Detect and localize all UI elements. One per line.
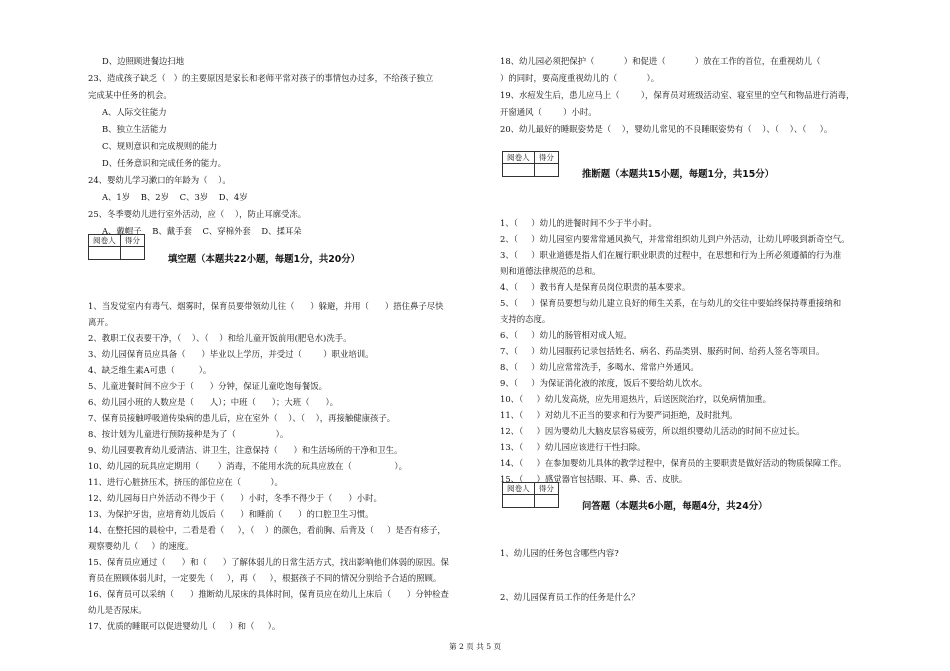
- grader-label: 阅卷人: [89, 235, 121, 247]
- score-label: 得分: [534, 152, 558, 164]
- score-cell[interactable]: [120, 247, 144, 260]
- text-line: 育员在照顾体弱儿时，一定要先（ ），再（ ），根据孩子不同的情况分别给予合适的照顾。: [88, 573, 442, 583]
- text-line: 16、保育员可以采纳（ ）推断幼儿尿床的具体时间，保育员应在幼儿上床后（ ）分钟检查: [88, 589, 449, 599]
- text-line: 8、（ ）幼儿应常常洗手，多喝水、常常户外通风。: [500, 362, 699, 372]
- text-line: 4、（ ）教书育人是保育员岗位职责的基本要求。: [500, 282, 691, 292]
- text-line: 10、幼儿园的玩具应定期用（ ）消毒，不能用水洗的玩具应放在（ ）。: [88, 461, 407, 471]
- text-line: 24、婴幼儿学习漱口的年龄为（ ）。: [88, 175, 231, 185]
- text-line: 6、（ ）幼儿的肠管相对成人短。: [500, 330, 632, 340]
- score-box: [88, 234, 145, 260]
- text-line: 1、（ ）幼儿的进餐时间不少于半小时。: [500, 218, 657, 228]
- text-line: A、戴帽子 B、戴手套 C、穿棉外套 D、揉耳朵: [102, 226, 302, 236]
- text-line: A、人际交往能力: [102, 107, 167, 117]
- text-line: 14、（ ）在参加婴幼儿具体的教学过程中，保育员的主要职责是做好活动的物质保障工作。: [500, 458, 847, 468]
- text-line: 19、水痘发生后，患儿应马上（ ），保育员对班级活动室、寝室里的空气和物品进行消毒，: [500, 90, 855, 100]
- text-line: 17、优质的睡眠可以促进婴幼儿（ ）和（ ）。: [88, 621, 281, 631]
- text-line: ）的同时，要高度重视幼儿的（ ）。: [500, 73, 660, 83]
- text-line: 10、（ ）幼儿发高烧，应先用退热片，后送医院治疗，以免病情加重。: [500, 394, 772, 404]
- text-line: B、独立生活能力: [102, 124, 167, 134]
- text-line: C、规则意识和完成规则的能力: [102, 141, 218, 151]
- text-line: 14、在整托园的晨检中，二看是看（ ），（ ）的颜色，看前胸、后背及（ ）是否有疹子，: [88, 525, 446, 535]
- section-title-qa: 问答题（本题共6小题，每题4分，共24分）: [582, 501, 768, 512]
- grader-label: 阅卷人: [503, 483, 535, 495]
- section-title-judgement: 推断题（本题共15小题，每题1分，共15分）: [582, 169, 774, 180]
- text-line: 1、当发觉室内有毒气、烟雾时，保育员要带领幼儿往（ ）躲避，并用（ ）捂住鼻子尽快: [88, 301, 444, 311]
- text-line: 1、幼儿园的任务包含哪些内容?: [500, 548, 619, 558]
- grader-cell[interactable]: [89, 247, 121, 260]
- grader-label: 阅卷人: [503, 152, 535, 164]
- text-line: 7、（ ）幼儿园服药记录包括姓名、病名、药品类别、服药时间、给药人签名等项目。: [500, 346, 825, 356]
- text-line: 3、幼儿园保育员应具备（ ）毕业以上学历，并受过（ ）职业培训。: [88, 349, 374, 359]
- score-cell[interactable]: [534, 164, 558, 177]
- text-line: 12、（ ）因为婴幼儿大脑皮层容易疲劳，所以组织婴幼儿活动的时间不应过长。: [500, 426, 805, 436]
- text-line: 2、（ ）幼儿园室内要常常通风换气，并常常组织幼儿到户外活动，让幼儿呼吸到新奇空气。: [500, 234, 850, 244]
- section-title-fill-in: 填空题（本题共22小题，每题1分，共20分）: [168, 254, 360, 265]
- text-line: 5、儿童进餐时间不应少于（ ）分钟，保证儿童吃饱每餐饭。: [88, 381, 328, 391]
- text-line: 5、（ ）保育员要想与幼儿建立良好的师生关系，在与幼儿的交往中要始终保持尊重接纳和: [500, 298, 842, 308]
- text-line: 7、保育员接触呼吸道传染病的患儿后，应在室外（ ）、（ ），再接触健康孩子。: [88, 413, 396, 423]
- text-line: 13、为保护牙齿，应培育幼儿饭后（ ）和睡前（ ）的口腔卫生习惯。: [88, 509, 374, 519]
- text-line: 8、按计划为儿童进行预防接种是为了（ ）。: [88, 429, 289, 439]
- text-line: 2、教职工仪表要干净，（ ）、（ ）和给儿童开饭前用(肥皂水)洗手。: [88, 333, 352, 343]
- text-line: 完成某中任务的机会。: [88, 90, 172, 100]
- text-line: 6、幼儿园小班的人数应是（ 人）；中班（ ）；大班（ ）。: [88, 397, 339, 407]
- text-line: 9、（ ）为保证消化液的浓度，饭后不要给幼儿饮水。: [500, 378, 708, 388]
- score-box: [502, 151, 559, 177]
- text-line: 9、幼儿园要教育幼儿爱清洁、讲卫生，注意保持（ ）和生活场所的干净和卫生。: [88, 445, 403, 455]
- text-line: 25、冬季婴幼儿进行室外活动，应（ ），防止耳廓受冻。: [88, 209, 307, 219]
- score-label: 得分: [120, 235, 144, 247]
- text-line: 3、（ ）职业道德是指人们在履行职业职责的过程中，在思想和行为上所必须遵循的行为准: [500, 250, 842, 260]
- score-cell[interactable]: [534, 495, 558, 508]
- text-line: A、1岁 B、2岁 C、3岁 D、4岁: [102, 192, 248, 202]
- text-line: 开窗通风（ ）小时。: [500, 107, 597, 117]
- text-line: 18、幼儿园必须把保护（ ）和促进（ ）放在工作的首位，在重视幼儿（: [500, 56, 821, 66]
- text-line: 11、进行心脏挤压术，挤压的部位应在（ ）。: [88, 477, 283, 487]
- page-footer: 第 2 页 共 5 页: [448, 642, 502, 651]
- text-line: 13、（ ）幼儿园应该进行干性扫除。: [500, 442, 646, 452]
- text-line: 幼儿是否尿床。: [88, 605, 147, 615]
- text-line: 2、幼儿园保育员工作的任务是什么？: [500, 592, 640, 602]
- score-box: [502, 482, 559, 508]
- text-line: 4、缺乏维生素A可患（ ）。: [88, 365, 212, 375]
- text-line: 离开。: [88, 317, 114, 327]
- text-line: 12、幼儿园每日户外活动不得少于（ ）小时，冬季不得少于（ ）小时。: [88, 493, 382, 503]
- score-label: 得分: [534, 483, 558, 495]
- text-line: 11、（ ）对幼儿不正当的要求和行为要严词拒绝，及时批判。: [500, 410, 738, 420]
- text-line: 支持的态度。: [500, 314, 551, 324]
- text-line: D、边照顾进餐边扫地: [102, 56, 185, 66]
- text-line: D、任务意识和完成任务的能力。: [102, 158, 226, 168]
- grader-cell[interactable]: [503, 495, 535, 508]
- text-line: 则和道德法律规范的总和。: [500, 266, 601, 276]
- text-line: 15、（ ）感觉器官包括眼、耳、鼻、舌、皮肤。: [500, 474, 688, 484]
- text-line: 23、造成孩子缺乏（ ）的主要原因是家长和老师平常对孩子的事情包办过多，不给孩子独立: [88, 73, 434, 83]
- grader-cell[interactable]: [503, 164, 535, 177]
- text-line: 15、保育员应通过（ ）和（ ）了解体弱儿的日常生活方式，找出影响他们体弱的原因。保: [88, 557, 449, 567]
- text-line: 观察婴幼儿（ ）的速度。: [88, 541, 194, 551]
- text-line: 20、幼儿最好的睡眠姿势是（ ），婴幼儿常见的不良睡眠姿势有（ ）、（ ）、（ ）。: [500, 124, 833, 134]
